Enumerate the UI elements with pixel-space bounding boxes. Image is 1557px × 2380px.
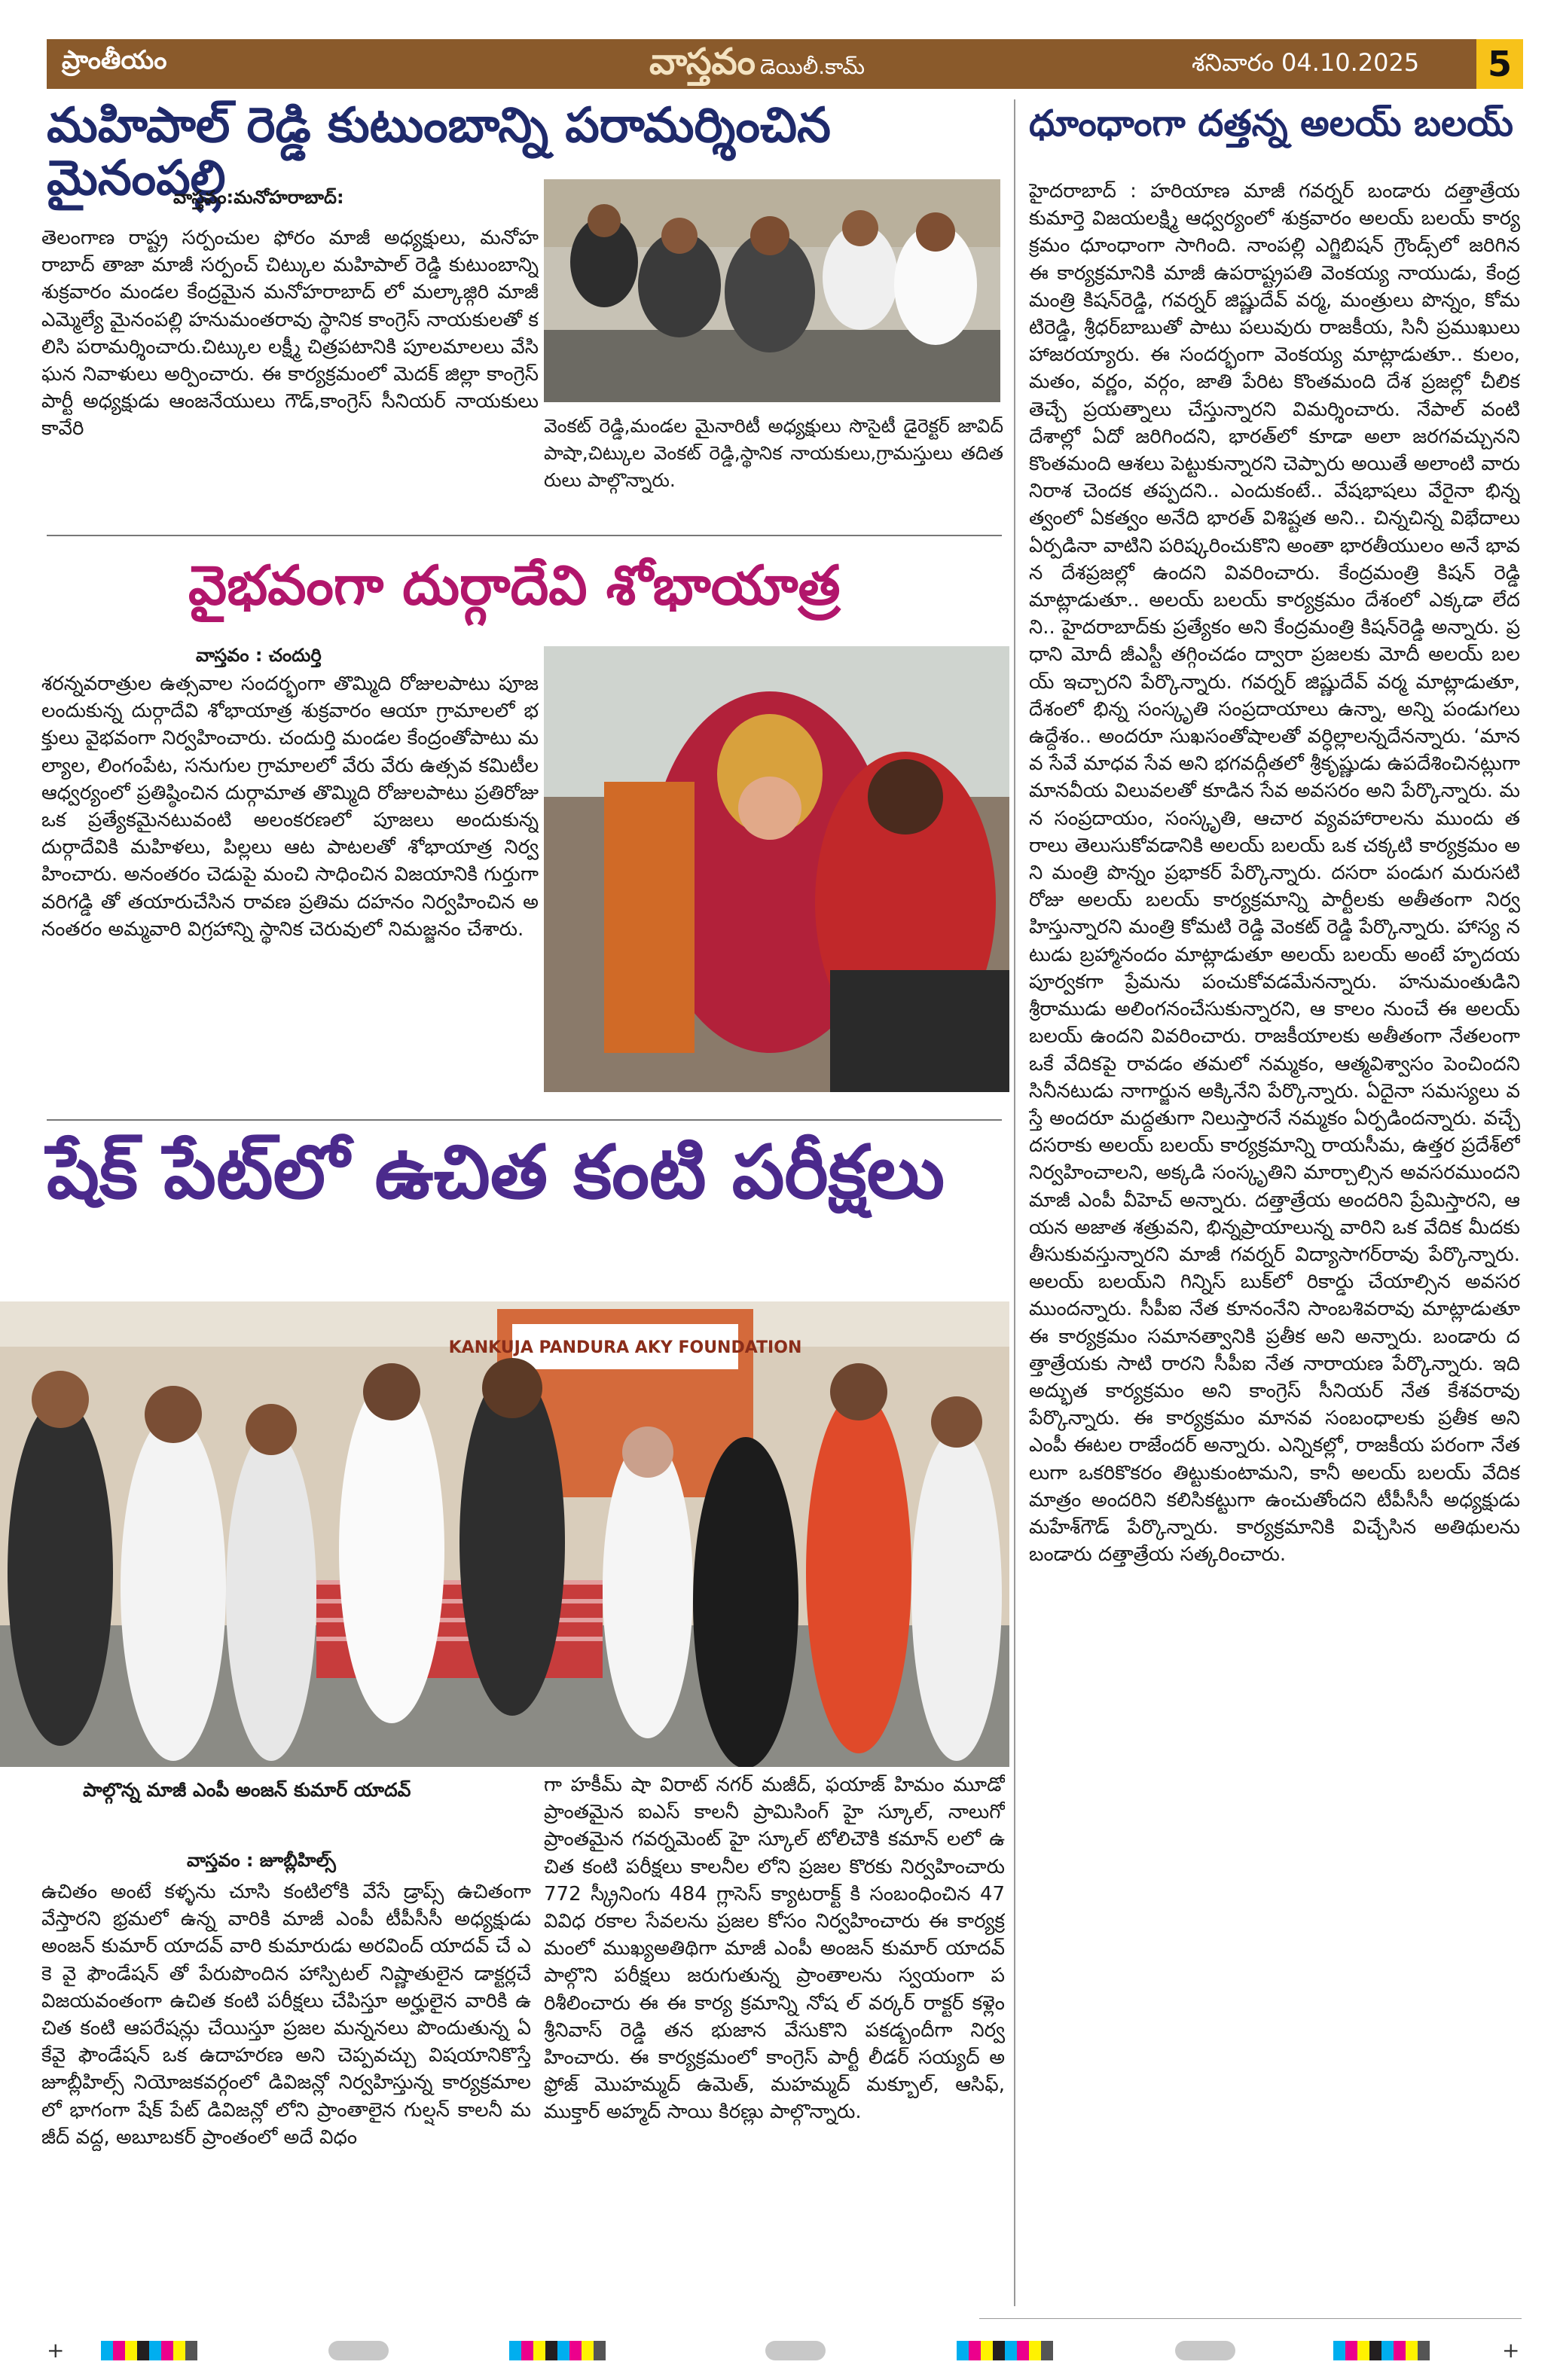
paper-domain: డెయిలీ.కామ్ <box>759 54 866 79</box>
banner-text: KANKUJA PANDURA AKY FOUNDATION <box>448 1338 802 1357</box>
article2-byline: వాస్తవం : చందుర్తి <box>196 645 322 666</box>
color-strip-2 <box>509 2341 606 2360</box>
paper-name <box>649 41 865 92</box>
reg-pill-3 <box>1175 2341 1235 2360</box>
paper-title: వాస్తవం <box>649 41 756 83</box>
article1-byline: వాస్తవం:మనోహరాబాద్: <box>173 187 344 208</box>
reg-cross-left: + <box>47 2338 65 2363</box>
article2-headline: వైభవంగా దుర్గాదేవి శోభాయాత్ర <box>188 554 841 617</box>
date-line: శనివారం 04.10.2025 <box>1192 48 1420 77</box>
section-name: ప్రాంతీయం <box>62 45 167 75</box>
article1-body: తెలంగాణ రాష్ట్ర సర్పంచుల ఫోరం మాజీ అధ్యక్షులు, మనోహరాబాద్ తాజా మాజీ సర్పంచ్ చిట్కుల మహిపాల్ రెడ్డి కుటుంబాన్ని శుక్రవారం మండల కేంద్రమైన మనోహరాబాద్ లో మల్కాజ్గిరి మాజీ ఎమ్మెల్యే మైనంపల్లి హనుమంతరావు స్థానిక కాంగ్రెస్ నాయకులతో కలిసి పరామర్శించారు.చిట్కుల లక్ష్మీ చిత్రపటానికి పూలమాలలు వేసి ఘన నివాళులు అర్పించారు. ఈ కార్యక్రమంలో మెదక్ జిల్లా కాంగ్రెస్ పార్టీ అధ్యక్షుడు ఆంజనేయులు గౌడ్,కాంగ్రెస్ సీనియర్ నాయకులు కావేరి <box>41 227 539 441</box>
bottom-rule <box>979 2318 1522 2319</box>
masthead <box>47 39 1523 89</box>
article1-caption: వెంకట్ రెడ్డి,మండల మైనారిటీ అధ్యక్షులు సొసైటీ డైరెక్టర్ జావిద్ పాషా,చిట్కుల వెంకట్ రెడ్డి,స్థానిక నాయకులు,గ్రామస్తులు తదితరులు పాల్గొన్నారు. <box>544 415 1003 491</box>
color-strip-1 <box>101 2341 197 2360</box>
article2-photo <box>544 646 1009 1092</box>
article4-body: హైదరాబాద్ : హరియాణ మాజీ గవర్నర్ బండారు దత్తాత్రేయ కుమార్తె విజయలక్ష్మి ఆధ్వర్యంలో శుక్రవారం అలయ్ బలయ్ కార్యక్రమం ధూంధాంగా సాగింది. నాంపల్లి ఎగ్జిబిషన్ గ్రౌండ్స్‌లో జరిగిన ఈ కార్యక్రమానికి మాజీ ఉపరాష్ట్రపతి వెంకయ్య నాయుడు, కేంద్రమంత్రి కిషన్‌రెడ్డి, గవర్నర్ జిష్ణుదేవ్ వర్మ, మంత్రులు పొన్నం, కోమటిరెడ్డి, శ్రీధర్‌బాబుతో పాటు పలువురు రాజకీయ, సినీ ప్రముఖులు హాజరయ్యారు. ఈ సందర్భంగా వెంకయ్య మాట్లాడుతూ.. కులం, మతం, వర్ణం, వర్గం, జాతి పేరిట కొంతమంది దేశ ప్రజల్లో చీలిక తెచ్చే ప్రయత్నాలు చేస్తున్నారని విమర్శించారు. నేపాల్ వంటి దేశాల్లో ఏదో జరిగిందని, భారత్‌లో కూడా అలా జరగవచ్చునని కొంతమంది ఆశలు పెట్టుకున్నారని చెప్పారు అయితే అలాంటి వారు నిరాశ చెందక తప్పదని.. ఎందుకంటే.. వేషభాషలు వేరైనా భిన్నత్వంలో ఏకత్వం అనేది భారత్ విశిష్టత అని.. చిన్నచిన్న విభేదాలు ఏర్పడినా వాటిని పరిష్కరించుకొని అంతా భారతీయులం అనే భావన దేశప్రజల్లో ఉందని వివరించారు. కేంద్రమంత్రి కిషన్ రెడ్డి మాట్లాడుతూ.. అలయ్ బలయ్ కార్యక్రమం దేశంలో ఎక్కడా లేదని.. హైదరాబాద్‌కు ప్రత్యేకం అని కేంద్రమంత్రి కిషన్‌రెడ్డి అన్నారు. ప్రధాని మోదీ జీఎస్టీ తగ్గించడం ద్వారా ప్రజలకు మోదీ అలయ్ బలయ్ ఇచ్చారని పేర్కొన్నారు. గవర్నర్ జిష్ణుదేవ్ వర్మ మాట్లాడుతూ, దేశంలో భిన్న సంస్కృతి సంప్రదాయాలు ఉన్నా, అన్ని పండుగలు ఉద్దేశం.. అందరూ సుఖసంతోషాలతో వర్ధిల్లాలన్నదేనన్నారు. ‘మానవ సేవే మాధవ సేవ అని భగవద్గీతలో శ్రీకృష్ణుడు ఉపదేశించినట్లుగా మానవీయ విలువలతో కూడిన సేవ అవసరం అని పేర్కొన్నారు. మన సంప్రదాయం, సంస్కృతి, ఆచార వ్యవహారాలను ముందు తరాలు తెలుసుకోవడానికి అలయ్ బలయ్ ఒక చక్కటి కార్యక్రమం అని మంత్రి పొన్నం ప్రభాకర్ పేర్కొన్నారు. దసరా పండుగ మరుసటి రోజు అలయ్ బలయ్ కార్యక్రమాన్ని పార్టీలకు అతీతంగా నిర్వహిస్తున్నారని మంత్రి కోమటి రెడ్డి వెంకట్ రెడ్డి పేర్కొన్నారు. హాస్య నటుడు బ్రహ్మానందం మాట్లాడుతూ అలయ్ బలయ్ అంటే హృదయ పూర్వకగా ప్రేమను పంచుకోవడమేనన్నారు. హనుమంతుడిని శ్రీరాముడు అలింగనంచేసుకున్నారని, ఆ కాలం నుంచే ఈ అలయ్ బలయ్ ఉందని వివరించారు. రాజకీయాలకు అతీతంగా నేతలంగా ఒకే వేదికపై రావడం తమలో నమ్మకం, ఆత్మవిశ్వాసం పెంచిందని సినీనటుడు నాగార్జున అక్కినేని పేర్కొన్నారు. ఏదైనా సమస్యలు వస్తే అందరూ మద్దతుగా నిలుస్తారనే నమ్మకం ఏర్పడిందన్నారు. వచ్చే దసరాకు అలయ్ బలయ్ కార్యక్రమాన్ని రాయసీమ, ఉత్తర ప్రదేశ్‌లో నిర్వహించాలని, అక్కడి సంస్కృతిని మార్చాల్సిన అవసరముందని మాజీ ఎంపీ వీహెచ్ అన్నారు. దత్తాత్రేయ అందరిని ప్రేమిస్తారని, ఆయన అజాత శత్రువని, భిన్నప్రాయాలున్న వారిని ఒక వేదిక మీదకు తీసుకువస్తున్నారని మాజీ గవర్నర్ విద్యాసాగర్‌రావు పేర్కొన్నారు. అలయ్ బలయ్‌ని గిన్నిస్ బుక్‌లో రికార్డు చేయాల్సిన అవసరముందన్నారు. సీపీఐ నేత కూనంనేని సాంబశివరావు మాట్లాడుతూ ఈ కార్యక్రమం సమానత్వానికి ప్రతీక అని అన్నారు. బండారు దత్తాత్రేయకు సాటి రారని సీపీఐ నేత నారాయణ పేర్కొన్నారు. ఇది అద్భుత కార్యక్రమం అని కాంగ్రెస్ సీనియర్ నేత కేశవరావు పేర్కొన్నారు. ఈ కార్యక్రమం మానవ సంబంధాలకు ప్రతీక అని ఎంపీ ఈటల రాజేందర్ అన్నారు. ఎన్నికల్లో, రాజకీయ పరంగా నేతలుగా ఒకరికొకరం తిట్టుకుంటామని, కానీ అలయ్ బలయ్ వేదిక మాత్రం అందరిని కలిసికట్టుగా ఉంచుతోందని టీపీసీసీ అధ్యక్షుడు మహేశ్‌గౌడ్ పేర్కొన్నారు. కార్యక్రమానికి విచ్చేసిన అతిథులను బండారు దత్తాత్రేయ సత్కరించారు. <box>1029 180 1520 1567</box>
color-strip-3 <box>957 2341 1053 2360</box>
divider-2 <box>47 1119 1002 1121</box>
article3-photo <box>0 1301 1009 1767</box>
article3-subhead: పాల్గొన్న మాజీ ఎంపీ అంజన్ కుమార్ యాదవ్ <box>83 1779 411 1801</box>
article3-byline: వాస్తవం : జూబ్లీహిల్స్ <box>187 1850 336 1871</box>
article3-body-col1: ఉచితం అంటే కళ్ళను చూసి కంటిలోకి వేసే డ్రాప్స్ ఉచితంగా వేస్తారని భ్రమలో ఉన్న వారికి మాజీ ఎంపీ టీపీసీసీ అధ్యక్షుడు అంజన్ కుమార్ యాదవ్ వారి కుమారుడు అరవింద్ యాదవ్ చే ఎ కె వై ఫౌండేషన్ తో పేరుపొందిన హాస్పిటల్ నిష్ణాతులైన డాక్టర్లచే విజయవంతంగా ఉచిత కంటి పరీక్షలు చేపిస్తూ అర్హులైన వారికి ఉచిత కంటి ఆపరేషన్లు చేయిస్తూ ప్రజల మన్ననలు పొందుతున్న ఏకేవై ఫౌండేషన్ ఒక ఉదాహరణ అని చెప్పవచ్చు విషయానికొస్తే జూబ్లీహిల్స్ నియోజకవర్గంలో డివిజన్లో నిర్వహిస్తున్న కార్యక్రమాలలో భాగంగా షేక్ పేట్ డివిజన్లో లోని ప్రాంతాలైన గుల్షన్ కాలనీ మజీద్ వద్ద, అబూబకర్ ప్రాంతంలో అదే విధం <box>41 1881 531 2149</box>
article2-body: శరన్నవరాత్రుల ఉత్సవాల సందర్భంగా తొమ్మిది రోజులపాటు పూజలందుకున్న దుర్గాదేవి శోభాయాత్ర శుక్రవారం ఆయా గ్రామాలలో భక్తులు వైభవంగా నిర్వహించారు. చందుర్తి మండల కేంద్రంతోపాటు మల్యాల, లింగంపేట, సనుగుల గ్రామాలలో వేరు వేరు ఉత్సవ కమిటీల ఆధ్వర్యంలో ప్రతిష్ఠించిన దుర్గామాత తొమ్మిది రోజులపాటు ప్రతిరోజు ఒక ప్రత్యేకమైనటువంటి అలంకరణలో పూజలు అందుకున్న దుర్గాదేవికి మహిళలు, పిల్లలు ఆట పాటలతో శోభాయాత్ర నిర్వహించారు. అనంతరం చెడుపై మంచి సాధించిన విజయానికి గుర్తుగా వరిగడ్డి తో తయారుచేసిన రావణ ప్రతిమ దహనం నిర్వహించిన అనంతరం అమ్మవారి విగ్రహాన్ని స్థానిక చెరువులో నిమజ్జనం చేశారు. <box>41 673 539 941</box>
article1-photo <box>544 179 1000 402</box>
reg-pill-1 <box>328 2341 389 2360</box>
page-number: 5 <box>1476 39 1523 89</box>
article4-headline: ధూంధాంగా దత్తన్న అలయ్ బలయ్ <box>1029 102 1513 145</box>
article1-headline: మహిపాల్ రెడ్డి కుటుంబాన్ని పరామర్శించిన మైనంపల్లి <box>47 98 831 207</box>
article3-body-col2: గా హకీమ్ షా విరాట్ నగర్ మజీద్, ఫయాజ్ హిమం మూడో ప్రాంతమైన ఐఎస్ కాలనీ ప్రామిసింగ్ హై స్కూల్, నాలుగో ప్రాంతమైన గవర్నమెంట్ హై స్కూల్ టోలిచౌకి కమాన్ లలో ఉచిత కంటి పరీక్షలు కాలనీల లోని ప్రజల కొరకు నిర్వహించారు 772 స్క్రీనింగు 484 గ్లాసెస్ క్యాటరాక్ట్ కి సంబంధించిన 47 వివిధ రకాల సేవలను ప్రజల కోసం నిర్వహించారు ఈ కార్యక్రమంలో ముఖ్యఅతిథిగా మాజీ ఎంపీ అంజన్ కుమార్ యాదవ్ పాల్గొని పరీక్షలు జరుగుతున్న ప్రాంతాలను స్వయంగా పరిశీలించారు ఈ ఈ కార్య క్రమాన్ని నోష ల్ వర్కర్ రాక్టర్ కళ్లెం శ్రీనివాస్ రెడ్డి తన భుజాన వేసుకొని పకడ్బందీగా నిర్వహించారు. ఈ కార్యక్రమంలో కాంగ్రెస్ పార్టీ లీడర్ సయ్యద్ అఫ్రోజ్ మొహమ్మద్ ఉమెత్, మహమ్మద్ మక్బూల్, ఆసిఫ్, ముక్తార్ అహ్మద్ సాయి కిరణ్లు పాల్గొన్నారు. <box>544 1774 1005 2124</box>
color-strip-4 <box>1333 2341 1430 2360</box>
reg-pill-2 <box>765 2341 826 2360</box>
column-divider <box>1014 99 1015 2306</box>
article3-headline: షేక్ పేట్‌లో ఉచిత కంటి పరీక్షలు <box>47 1130 945 1216</box>
divider-1 <box>47 535 1002 536</box>
reg-cross-right: + <box>1502 2338 1520 2363</box>
